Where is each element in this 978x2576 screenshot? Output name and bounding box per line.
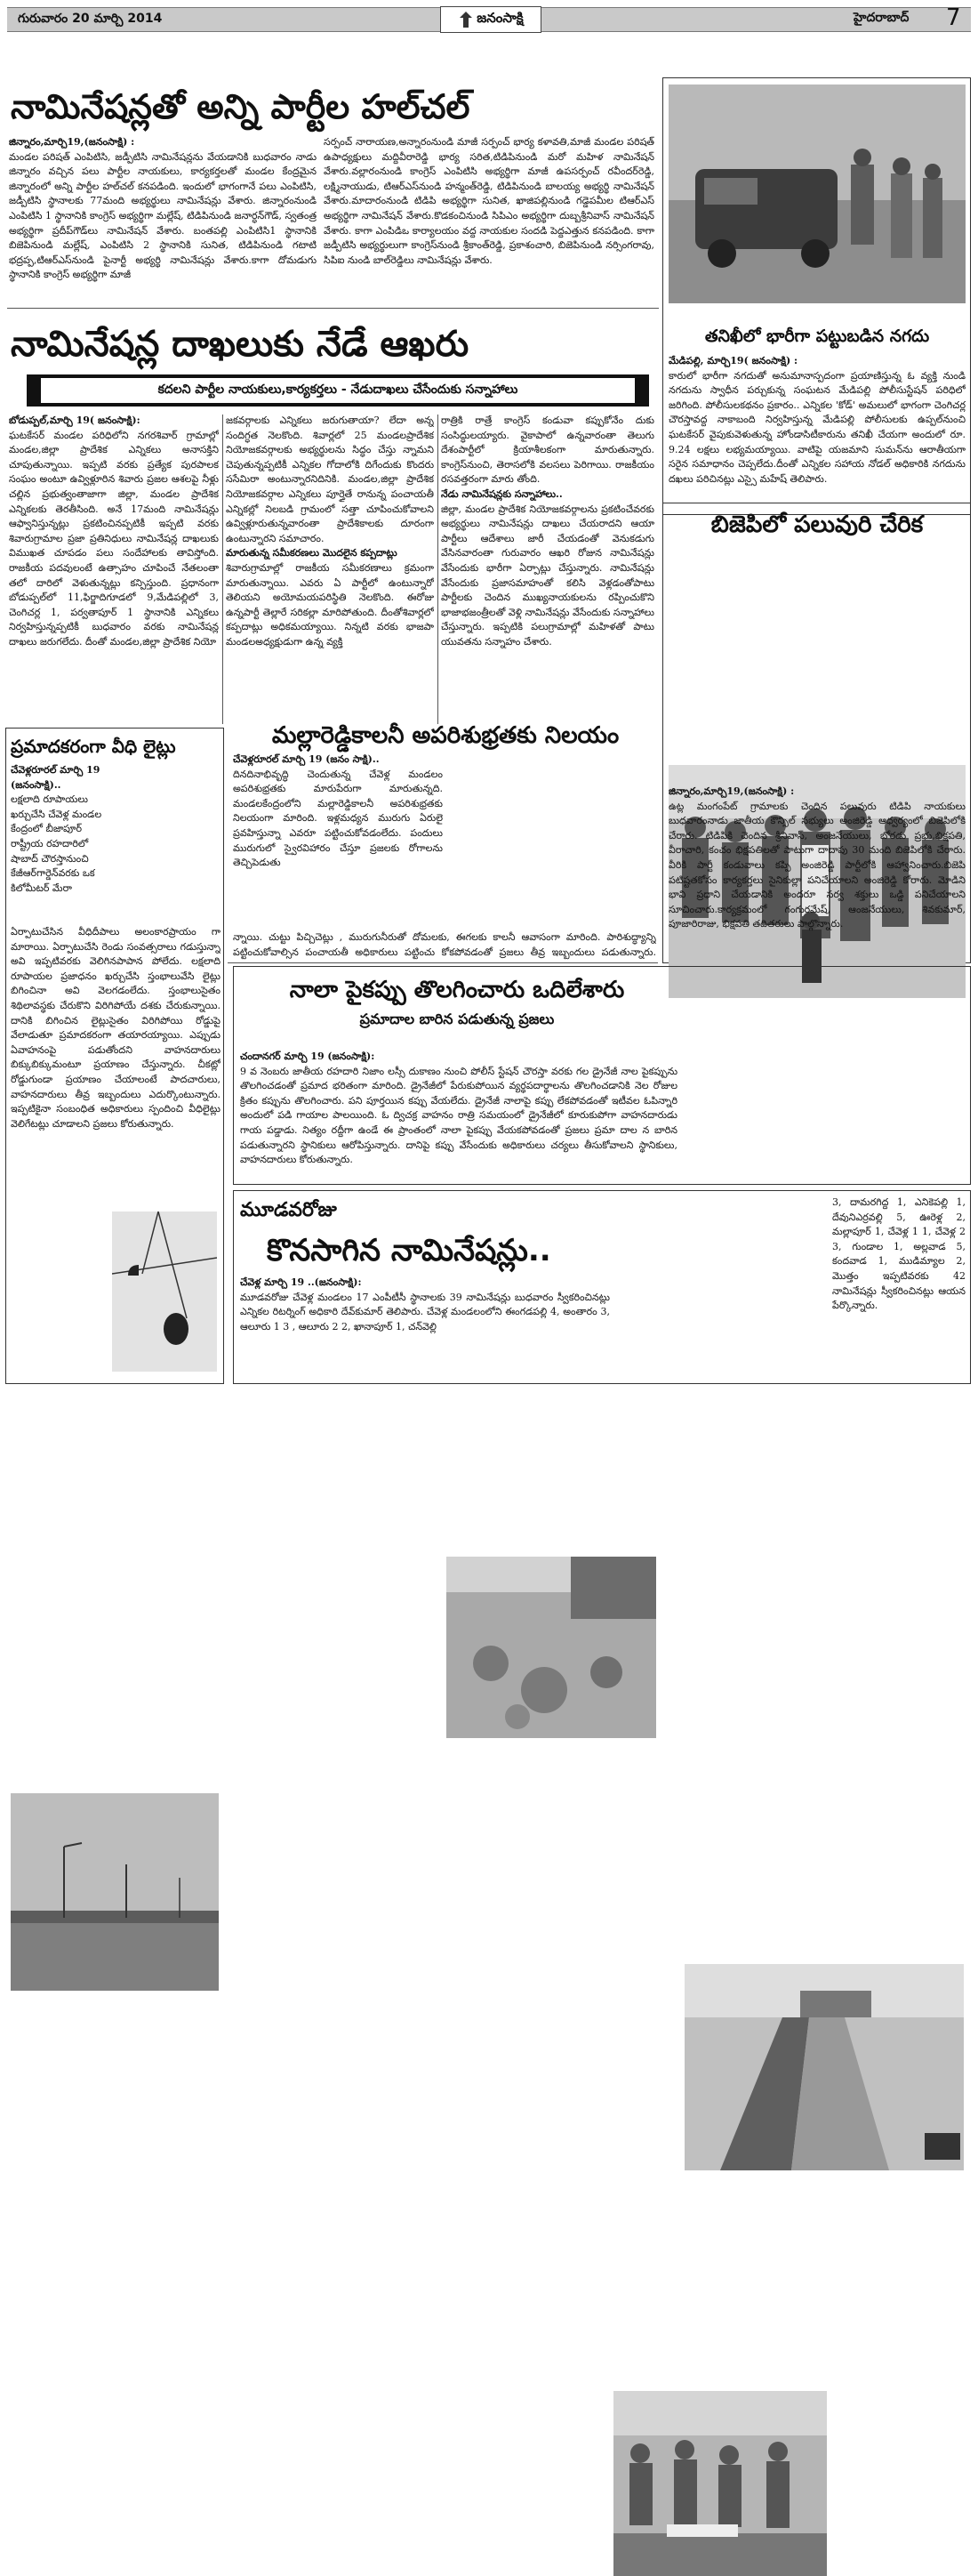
story2-column-3	[441, 414, 654, 723]
story2-banner-text: కదలని పార్టీల నాయకులు,కార్యకర్తలు - నేడుదాఖలు చేసేందుకు సన్నాహాలు	[157, 382, 518, 397]
cash-story-headline: తనిఖీలో భారీగా పట్టుబడిన నగదు	[704, 326, 930, 346]
header-date: గురువారం 20 మార్చి 2014	[18, 12, 163, 26]
story2-headline: నామినేషన్ల దాఖలుకు నేడే ఆఖరు	[11, 324, 469, 365]
page-number: 7	[946, 4, 961, 31]
third-day-body-right: 3, దామరగిద్ద 1, ఎనికెపల్లి 1, దేవునిఎర్రవల్లి 5, ఊరెళ్ల 2, మల్లాపూర్ 1, చేవెళ్ల 1 1, చేవెళ్ల 2 3, గుండాల 1, అల్లవాడ 5, కందవాడ 1, ముడిమ్యాల 2, మొత్తం ఇప్పటివరకు 42 నామినేషన్లు స్వీకరించినట్లు ఆయన పేర్కొన్నారు.	[832, 1196, 966, 1312]
lights-story-body: ఏర్పాటుచేసిన వీధిదీపాలు అలంకారప్రాయం గా మారాయి. ఏర్పాటుచేసి రెండు సంవత్సరాలు గడుస్తున్నా అవి ఇప్పటివరకు వెలిగినపాపాన పోలేదు. లక్షలాది రూపాయల ప్రజాధనం ఖర్చుచేసి స్తంభాలువేసి లైట్లు బిగించినా అవి వెలగడంలేదు. స్తంభాలుసైతం శిథిలావస్థకు చేరుకొని విరిగిపోయే దశకు చేరుకున్నాయి. దానికి బిగించిన లైట్లుసైతం విరిగిపోయి రోడ్డుపై వేలాడుతూ ప్రమాదకరంగా తయారయ్యాయి. ఎప్పుడు ఏవాహనంపై పడుతోందని వాహనదారులు బిక్కుబిక్కుమంటూ ప్రయాణం చేస్తున్నారు. చీకట్లో రోడ్డుగుండా ప్రయాణం చేయాలంటే పాదచారులు, వాహనదారులు తీవ్ర ఇబ్బందులు ఎదుర్కొంటున్నారు. ఇప్పటికైనా సంబంధిత అధికారులు స్పందించి వీధిలైట్లు వెలిగేటట్లు చూడాలని ప్రజలు కోరుతున్నారు.	[11, 926, 220, 1130]
story2-col1-text: ఘటకేసర్ మండల పరిధిలోని నగరశివార్ గ్రామాల్లో మండల,జిల్లా ప్రాదేశిక ఎన్నికలు అనాసక్తిని చూపుతున్నాయి. ఇప్పటి వరకు ప్రత్యేక పురపాలక సంఘం అంటూ ఉవ్విళ్లూరిన శివారు ప్రజల ఆశలపై నీళ్లు చల్లిన ప్రభుత్వంతాజాగా జిల్లా, మండల ప్రాదేశిక ఎన్నికలకు తెరతీసింది. అనే 17మంది నామినేషన్లు ఆఫ్వానిస్తున్నట్లు ప్రకటించినప్పటికీ ఇప్పటి వరకు శివారుగ్రామాల ప్రజా ప్రతినిధులు నామినేషన్ల దాఖలుకు విముఖత చూపడం పలు సందేహాలకు తావిస్తోంది. రాజకీయ పదవులంటే ఉత్సాహం చూపించే నేతలంతా తలో దారిలో వెళుతున్నట్లు కన్పిస్తుంది. ప్రధానంగా బోడుప్పల్‌లో 11,ఫిర్జాదిగూడలో 9,మేడిపల్లిలో 3, చెంగిచర్ల 1, పర్వతాపూర్ 1 స్థానానికి ఎన్నికలు నిర్వహిస్తున్నప్పటికీ బుధవారం వరకు నామినేషన్ల దాఖలు జరుగలేదు. దీంతో మండల,జిల్లా ప్రాదేశిక నియో	[9, 429, 219, 648]
drain-story-text: 9 వ నెంబరు జాతీయ రహదారి నిజాం లస్సీ దుకాణం నుంచి పోలీస్ స్టేషన్ చౌరస్తా వరకు గల డ్రైనేజీ నాల పైకప్పును తొలగించడంతో ప్రమాద భరితంగా మారింది. డ్రైనేజీలో పేరుకుపోయిన వ్యర్థపదార్థాలను తొలగించడానికి నెల రోజుల క్రితం కప్పును తొలగించారు. పని పూర్తయిన కప్పు వేయలేదు. డ్రైనేజీ నాలాపై కప్పు లేకపోవడంతో ఇటీవల ఓపిన్నారి అందులో పడి గాయాల పాలయింది. ఓ ద్విచక్ర వాహనం రాత్రి సమయంలో డ్రైనేజీలో కూరుకుపోగా వాహనదారుడు గాయ పడ్డాడు. నిత్యం రద్దీగా ఉండే ఈ ప్రాంతంలో నాలా పైకప్పు వేయకపోవడంతో ప్రజలు ప్రమా దాల న బారిన పడుతున్నారని స్థానికులు ఆరోపిస్తున్నారు. దానిపై కప్పు వేసేందుకు అధికారులు చర్యలు తీసుకోవాలని స్థానికులు, వాహనదారులు కోరుతున్నారు.	[240, 1065, 677, 1166]
drain-story-dateline: చందానగర్ మార్చి 19 (జనంసాక్షి):	[240, 1051, 375, 1062]
story2-column-1	[9, 414, 219, 723]
third-day-kicker: మూడవరోజు	[240, 1199, 337, 1221]
police-check-photo	[669, 85, 966, 303]
third-day-text: మూడవరోజు చేవెళ్ల మండలం 17 ఎంపీటీసీ స్థానాలకు 39 నామినేషన్లు బుధవారం స్వీకరించినట్లు ఎన్నికల రిటర్నింగ్ అధికారి దేవ్‌కుమార్ తెలిపారు. చేవెళ్ల మండలంలోని ఈంగడపల్లి 4, అంతారం 3, ఆలూరు 1 3 , ఆలూరు 2 2, ఖానాపూర్ 1, చన్‌వెల్లి	[240, 1291, 610, 1332]
colony-story-headline: మల్లారెడ్డికాలనీ అపరిశుభ్రతకు నిలయం	[271, 722, 620, 749]
street-light-photo	[112, 1212, 217, 1372]
colony-story-dateline: చేవెళ్లరూరల్ మార్చి 19 (జనం సాక్షి)..	[233, 753, 380, 765]
nomination-office-photo	[613, 2391, 827, 2576]
bjp-story-body	[669, 785, 966, 959]
story1-divider	[7, 308, 659, 309]
colony-story-body-top	[233, 753, 443, 929]
drain-story-body	[240, 1050, 677, 1181]
story2-column-2	[226, 414, 434, 723]
colony-divider	[228, 962, 658, 963]
bjp-story-dateline: జిన్నారం,మార్చి19,(జనంసాక్షి) :	[669, 785, 795, 797]
cash-story-body	[669, 354, 966, 502]
story2-col2-subhead: మారుతున్న సమీకరణలు మొదలైన కప్పదాట్లు	[226, 547, 397, 559]
masthead-emblem-icon	[458, 11, 474, 28]
story2-col2-text: జకవర్గాలకు ఎన్నికలు జరుగుతాయా? లేదా అన్న సందిగ్ధత నెలకొంది. శివార్లలో 25 మండలప్రాదేశిక నియోజకవర్గాలకు అభ్యర్థులను సిద్ధం చేస్తు న్నామని చెపుతున్నప్పటికీ ఎన్నికల గోదాలోకి దిగేందుకు కొందరు ససేమిరా అంటున్నారనిదినికి. మండల,జిల్లా ప్రాదేశిక నియోజకవర్గాల ఎన్నికలు పూర్తైతే రానున్న పంచాయతీ ఎన్నికల్లో నిలబడి గ్రామంలో సత్తా చూపించుకోవాలని ఉవ్విళ్లూరుతున్నవారంతా ప్రాదేశికాలకు దూరంగా ఉంటున్నారని సమాచారం.	[226, 415, 434, 544]
story1-dateline: జిన్నారం,మార్చి19,(జనంసాక్షి) :	[9, 136, 135, 148]
story2-col3-text: రాత్రికి రాత్రే కాంగ్రెస్ కండువా కప్పుకోనేం దుకు సంసిద్ధులయ్యారు. వైకాపాలో ఉన్నవారంతా తెలుగు దేశంపార్టీలో క్రియాశీలకంగా మారుతున్నారు. కాంగ్రెస్‌నుంచి, తెరాసలోకి వలసలు పెరిగాయి. రాజకీయం రసవత్తరంగా మారు తోంది.	[441, 415, 654, 486]
third-day-body	[240, 1276, 610, 1381]
masthead-title: జనంసాక్షి	[477, 10, 524, 26]
lights-story-text-narrow: లక్షలాది రూపాయలు ఖర్చుచేసి చేవెళ్ల మండల కేంద్రంలో బీజాపూర్ రాష్ట్రీయ రహదారిలో షాబాద్ చౌరస్తానుంచి కేజీఆర్‌గార్డెన్‌వరకు ఒక కిలోమీటర్ మేరా	[11, 793, 102, 894]
story1-column-2: సర్పంచ్ నారాయణ,అన్నారంనుండి మాజీ సర్పంచ్ భార్య కళావతి,మాజీ మండల పరిషత్ ఉపాధ్యక్షులు మద్దివీరారెడ్డి భార్య సరిత,టిడిపినుండి మరో మహిళ నామినేషన్ వేశారు.వల్లారంనుండి కాంగ్రెస్ ఎంపిటిసి అభ్యర్థిగా మాజీ ఉపసర్పంచ్ రవీందర్‌రెడ్డి, లక్ష్మినాయుడు, టిఆర్‌ఎస్‌నుండి హన్మంత్‌రెడ్డి, టిడిపినుండి బాలయ్య అభ్యర్థి నామినేషన్ వేశారు.మాదారంనుండి టిడిపి అభ్యర్థిగా సునిత, ఖాజిపల్లినుండి గడ్డెపమీల టిఆర్‌ఎస్ అభ్యర్థిగా నామినేషన్ వేశారు.కొడకంచినుండి సిపిఎం అభ్యర్థిగా దుబ్బశ్రీనివాస్ నామినేషన్ వేశారు. కాగా ఎంపిడిఒ కార్యాలయం వద్ద నాయకుల సందడి పెద్దఎత్తున కనపడింది. కాగా జడ్పీటిసి అభ్యర్థులుగా కాంగ్రెస్‌నుండి శ్రీకాంత్‌రెడ్డి, ప్రకాశంచారి, బిజెపినుండి నర్సింగరావు, సిపిఐ నుండి బాల్‌రెడ్డిలు నామినేషన్లు వేశారు.	[324, 136, 654, 266]
colony-story-body: న్నాయి. చుట్టు పిచ్చిచెట్లు , మురుగునీరుతో దోమలకు, ఈగలకు కాలనీ ఆవాసంగా మారింది. పారిశుద్ధ్యాన్ని పట్టించుకోవాల్సిన పంచాయతీ అధికారులు పట్టించు కోకపోవడంతో ప్రజలు తీవ్ర ఇబ్బందులు పడుతున్నారు.	[233, 931, 656, 958]
story2-col3b-text: జిల్లా, మండల ప్రాదేశిక నియోజకవర్గాలను ప్రకటించేవరకు అభ్యర్థులు నామినేషన్లు దాఖలు చేయరాదని ఆయా పార్టీలు ఆదేశాలు జారీ చేయడంతో వెనుకడుగు వేసినవారంతా గురువారం ఆఖరి రోజున నామినేషన్లు వేసేందుకు భారీగా ఏర్పాట్లు చేస్తున్నారు. నామినేషన్లు వేసేందుకు ప్రజాసమాహంతో కలిసి వెళ్లడంతోపాటు పార్టీలకు చెందిన ముఖ్యనాయకులను రప్పించుకొని భాజాభజంత్రీలతో వెళ్లి నామినేషన్లు వేసేందుకు సన్నాహాలు చేస్తున్నారు. ఇప్పటికి పలుగ్రామాల్లో మహిళతో పాటు యువతను సన్నాహం చేశారు.	[441, 503, 654, 648]
drain-story-subhead: ప్రమాదాల బారిన పడుతున్న ప్రజలు	[359, 1010, 555, 1027]
story2-col-rule-1	[222, 415, 223, 724]
third-day-dateline: చేవెళ్ల మార్చి 19 ..(జనంసాక్షి):	[240, 1276, 362, 1288]
lights-story-body-top	[11, 763, 108, 923]
drain-photo	[685, 1964, 964, 2170]
colony-garbage-photo	[446, 1557, 656, 1738]
story2-col2b-text: శివారుగ్రామాల్లో రాజకీయ సమీకరణాలు క్రమంగా మారుతున్నాయి. ఎవరు ఏ పార్టీలో ఉంటున్నారో తెలియని అయోమయపరిస్థితి నెలకొంది. ఈరోజు ఉన్నపార్టీ తెల్లారే సరికల్లా మారిపోతుంది. దీంతోశివార్లలో కప్పదాట్లు అధికమయ్యాయి. నిన్నటి వరకు భాజపా మండలఅధ్యక్షుడుగా ఉన్న వ్యక్తి	[226, 561, 434, 648]
story2-col-rule-2	[437, 415, 438, 724]
story1-headline: నామినేషన్లతో అన్ని పార్టీల హల్‌చల్	[11, 87, 470, 126]
masthead-logo	[440, 6, 541, 33]
story2-col3-subhead: నేడు నామినేషన్లకు సన్నాహాలు..	[441, 487, 563, 500]
bjp-story-headline: బిజెపిలో పలువురి చేరిక	[710, 511, 924, 538]
story1-col1-text: మండల పరిషత్ ఎంపిటిసి, జడ్పీటిసి నామినేషన్లను వేయడానికి బుధవారం నాడు జిన్నారం వచ్చిన పలు పార్టీల నాయకులు, కార్యకర్తలతో మండల కేంద్రమైన జిన్నారంలో అన్ని పార్టీల హల్‌చల్ కనపడింది. ఇందులో భాగంగానే పలు ఎంపిటిసి, జడ్పీటిసి స్థానాలకు 77మంది అభ్యర్థులు నామినేషన్లు వేశారు. జిన్నారంనుండి ఎంపిటిసి 1 స్థానానికి కాంగ్రెస్ అభ్యర్థిగా మల్లేష్, టిడిపినుండి జనార్ధన్‌గౌడ్, స్వతంత్ర అభ్యర్థిగా ప్రదీప్‌గౌడ్‌లు నామినేషన్ వేశారు. బంతపల్లి ఎంపిటిసి1 స్థానానికి బిజెపినుండి మల్లేష్, ఎంపిటిసి 2 స్థానానికి సునిత, టిడిపినుండి గటాటి భద్రప్ప,టిఆర్‌ఎస్‌నుండి పైనార్టీ అభ్యర్థి నామినేషన్లు వేశారు.కాగా దోమడుగు స్థానానికి కాంగ్రెస్ అభ్యర్థిగా మాజీ	[9, 150, 317, 281]
third-day-headline: కొనసాగిన నామినేషన్లు..	[267, 1233, 551, 1268]
highway-lights-photo	[11, 1793, 219, 1991]
cash-story-dateline: మేడిపల్లి, మార్చి19( జనంసాక్షి) :	[669, 355, 798, 366]
lights-story-dateline: చేవెళ్లరూరల్ మార్చి 19 (జనంసాక్షి)..	[11, 764, 100, 791]
drain-story-headline: నాలా పైకప్పు తొలగించారు ఒదిలేశారు	[289, 977, 625, 1003]
story2-dateline: బోడుప్పల్,మార్చి 19( జనంసాక్షి):	[9, 415, 140, 426]
cash-story-text: కారులో భారీగా నగదుతో అనుమానాస్పదంగా ప్రయాణిస్తున్న ఓ వ్యక్తి నుండి నగదును స్వాధీన పర్చుకున్న సంఘటన మేడిపల్లి పోలీసుస్టేషన్ పరిధిలో జరిగింది. పోలీసులకథనం ప్రకారం.. ఎన్నికల 'కోడ్' అమలులో భాగంగా చెంగిచర్ల చౌరస్తావద్ద నాకాబంది నిర్వహిస్తున్న మేడిపల్లి పోలీసులకు ఉప్పల్‌నుంచి ఘటకేసర్ వైపుకువెళుతున్న హోండాసిటీకారును తనిఖీ చేయగా అందులో రూ. 9.24 లక్షలు లభ్యమయ్యాయి. వాటిపై యజమాని సుమన్‌ను ఆరాతీయగా సరైన సమాధానం చెప్పలేదు.దీంతో ఎన్నికల సహాయ నోడల్ అధికారికి నగదును దఖలు పరిచినట్లు ఎస్సై మహేష్ తెలిపారు.	[669, 369, 966, 485]
lights-story-headline: ప్రమాదకరంగా వీధి లైట్లు	[11, 736, 176, 757]
header-city: హైదరాబాద్	[854, 11, 910, 25]
story1-column-1	[9, 135, 317, 306]
bjp-story-text: ఉట్ల మంగంపేట్ గ్రామాలకు చెందిన పలువురు టిడిపి నాయకులు బుధవారంనాడు జాతీయ కౌన్సిల్ సభ్యులు అంజిరెడ్డి ఆధ్వర్యంలో బిజెపిలోకి చేరారు. టిడిపికి చెందిన శ్రీనివాస్, అంజనేయులు, బోరడు ప్రభు,భిక్షపతి, వీరాచారి, కంచం భిక్షపతిలతో పాటుగా దాదాపు 30 మంది బిజెపిలోకి చేరారు. వీరికి పార్టీ కండువాలు కప్పి అంజిరెడ్డి పార్టీలోకి ఆహ్వానించారు.బిజెపి పటిష్టతకోసం కార్యకర్తలు సైనికుల్లా పనిచేయాలని అంజిరెడ్డి కోరారు. మోడిని భావి ప్రధాని చేయడానికి అందరూ సర్వ శక్తులు ఒడ్డి పనిచేయాలని సూచించారు.కార్యక్రమంలో గంగురమేష్, ఆంజనేయులు, శివకుమార్, పూజారిరాజు, భిక్షపతి తదితరులు పాల్గొన్నారు.	[669, 800, 966, 930]
story2-banner-inner	[41, 378, 635, 403]
colony-story-text-narrow: దినదినాభివృద్ధి చెందుతున్న చేవెళ్ల మండలం అపరిశుభ్రతకు మారుపేరుగా మారుతున్నది. మండలకేంద్రంలోని మల్లారెడ్డికాలనీ అపరిశుభ్రతకు నిలయంగా మారింది. ఇళ్లమధ్యన మురుగు ఏరులై ప్రవహిస్తున్నా ఎవరూ పట్టించుకోవడంలేదు. పందులు మురుగులో స్వైరవిహారం చేస్తూ ప్రజలకు రోగాలను తెచ్చిపెడుతు	[233, 768, 443, 869]
